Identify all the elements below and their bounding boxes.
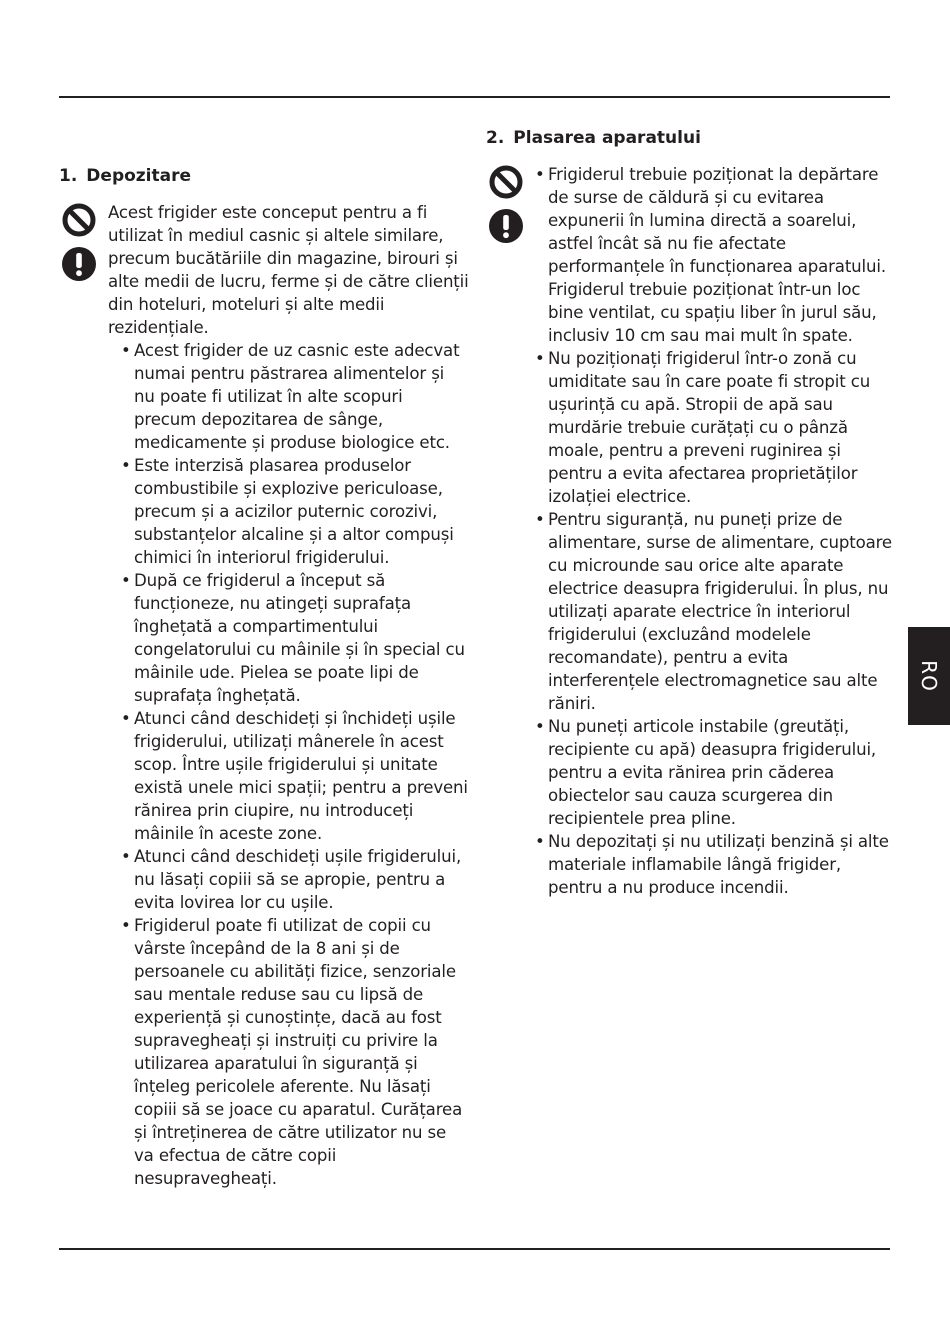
bullet-list [108, 339, 469, 1190]
top-rule [59, 96, 890, 98]
section-number: 2. [486, 128, 505, 148]
list-item: • Frigiderul poate fi utilizat de copii cu vârste începând de la 8 ani și de persoanele cu abilități fizice, senzoriale sau mentale reduse sau cu lipsă de experiență și cunoștințe, dacă au fost supravegheați și instruiți cu privire la utilizarea aparatului în siguranță și înțeleg pericolele aferente. Nu lăsați copiii să se joace cu aparatul. Curățarea și întreținerea de către utilizator nu se va efectua de către copii nesupravegheați. [121, 914, 469, 1190]
section-title-text: Plasarea aparatului [513, 128, 701, 148]
list-item: • Acest frigider de uz casnic este adecvat numai pentru păstrarea alimentelor și nu poate fi utilizat în alte scopuri precum depozitarea de sânge, medicamente și produse biologice etc. [121, 339, 469, 454]
list-item: • Nu depozitați și nu utilizați benzină și alte materiale inflamabile lângă frigider, pentru a nu produce incendii. [535, 830, 896, 899]
section-plasarea-aparatului [486, 127, 896, 899]
intro-paragraph: Acest frigider este conceput pentru a fi utilizat în mediul casnic și altele similare, precum bucătăriile din magazine, birouri și alte medii de lucru, ferme și de către clienții din hoteluri, moteluri și alte medii rezidențiale. [108, 203, 469, 337]
list-item: • Atunci când deschideți ușile frigiderului, nu lăsați copiii să se apropie, pentru a evita lovirea lor cu ușile. [121, 845, 469, 914]
list-item: • Frigiderul trebuie poziționat la depărtare de surse de căldură și cu evitarea expunerii în lumina directă a soarelui, astfel încât să nu fie afectate performanțele în funcționarea aparatului. Frigiderul trebuie poziționat într-un loc bine ventilat, cu spațiu liber în jurul său, inclusiv 10 cm sau mai mult în spate. [535, 163, 896, 347]
list-item: • Este interzisă plasarea produselor combustibile și explozive periculoase, precum și a acizilor puternic corozivi, substanțelor alcaline și a altor compuși chimici în interiorul frigiderului. [121, 454, 469, 569]
bottom-rule [59, 1248, 890, 1250]
section-title [59, 165, 469, 188]
warning-exclamation-icon [489, 209, 523, 243]
list-item: • Nu puneți articole instabile (greutăți, recipiente cu apă) deasupra frigiderului, pentru a evita rănirea prin căderea obiectelor sau cauza scurgerea din recipientele prea pline. [535, 715, 896, 830]
section-title-text: Depozitare [86, 166, 192, 186]
bullet-list [535, 163, 896, 899]
language-tab [908, 627, 950, 725]
list-item: • Atunci când deschideți și închideți ușile frigiderului, utilizați mânerele în acest scop. Între ușile frigiderului și unitate există unele mici spații; pentru a preveni rănirea prin ciupire, nu introduceți mâinile în aceste zone. [121, 707, 469, 845]
language-tab-label: RO [916, 660, 941, 692]
section-title [486, 127, 896, 150]
list-item: • Nu poziționați frigiderul într-o zonă cu umiditate sau în care poate fi stropit cu ușurință cu apă. Stropii de apă sau murdărie trebuie curățați cu o pânză moale, pentru a preveni ruginirea și pentru a evita afectarea proprietăților izolației electrice. [535, 347, 896, 508]
section-number: 1. [59, 166, 78, 186]
list-item: • Pentru siguranță, nu puneți prize de alimentare, surse de alimentare, cuptoare cu microunde sau orice alte aparate electrice deasupra frigiderului. În plus, nu utilizați aparate electrice în interiorul frigiderului (excluzând modelele recomandate), pentru a evita interferențele electromagnetice sau alte răniri. [535, 508, 896, 715]
section-depozitare [59, 165, 469, 1190]
prohibition-icon [62, 203, 96, 237]
prohibition-icon [489, 165, 523, 199]
warning-exclamation-icon [62, 247, 96, 281]
list-item: • După ce frigiderul a început să funcționeze, nu atingeți suprafața înghețată a compartimentului congelatorului cu mâinile și în special cu mâinile ude. Pielea se poate lipi de suprafața înghețată. [121, 569, 469, 707]
